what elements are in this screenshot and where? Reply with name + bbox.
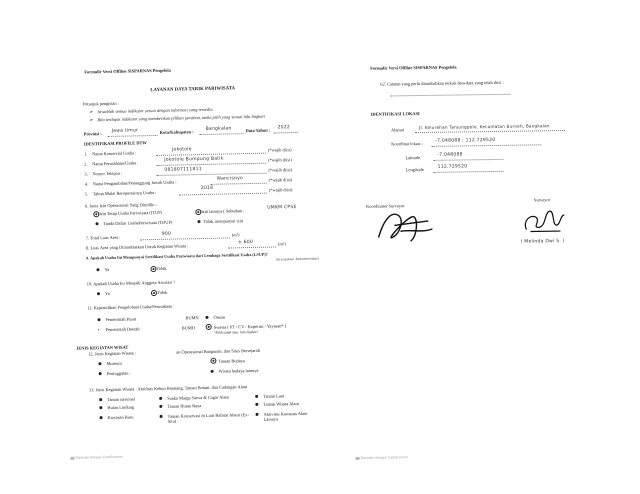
- ownership-bumn: BUMN: [185, 315, 199, 321]
- activity-museum: Museum: [106, 360, 122, 367]
- question-8: 8. Luas Area yang Dimanfaatkan Untuk Kegiatan Wisata :: [85, 243, 189, 251]
- scanner-watermark: [356, 455, 409, 460]
- surveyor-signature: [516, 203, 572, 240]
- bullet: [255, 395, 258, 398]
- question-13: 13. Jenis Kegiatan Wisata : Aktifitas Kebun Binatang, Taman Botani, dan Cadangan Alam: [88, 384, 248, 393]
- arrow-icon: ➢: [89, 110, 94, 116]
- scanner-watermark-text: Dipindai dengan CamScanner: [75, 454, 123, 460]
- permit-itup-label: Izin Tetap Usaha Pariwisata (ITUP): [99, 209, 163, 217]
- bullet: [95, 222, 98, 225]
- bullet: [256, 413, 259, 416]
- field-line: [157, 173, 267, 176]
- field-no: 2.: [84, 161, 88, 167]
- regency-value: Bangkalan: [205, 126, 232, 132]
- nature-hunting-area: Kawasan Buru: [107, 414, 134, 421]
- field-value-phone: 081807111811: [164, 167, 202, 173]
- required-note: (*wajib diisi): [268, 177, 293, 183]
- permit-none-label: Tidak mempunyai izin: [203, 218, 244, 224]
- scanner-watermark: [70, 455, 123, 460]
- q10-no: Tidak: [156, 289, 168, 295]
- bullet: [197, 220, 200, 223]
- activity-cultural-park-radio[interactable]: [210, 358, 216, 364]
- regency-label: Kota/Kabupaten :: [159, 129, 194, 135]
- field-line: [179, 193, 267, 196]
- bullet: [255, 403, 258, 406]
- scanner-watermark-text: Dipindai dengan CamScanner: [360, 455, 409, 460]
- question-62: 62. Catatan yang perlu ditambahkan terkait data-data yang telah diisi :: [380, 79, 504, 87]
- nature-ex-situ: Taman Konservasi di Luar Habitat Alami (Ex-Situ): [167, 412, 249, 424]
- required-note: (*wajib diisi): [268, 187, 293, 193]
- field-value-start-year: 2018: [200, 185, 214, 192]
- address-line: [415, 130, 565, 133]
- form-page-right: [350, 53, 594, 466]
- bullet: [159, 397, 162, 400]
- section-kegiatan: JENIS KEGIATAN WISAT: [76, 344, 129, 351]
- required-note: (*wajib diisi): [268, 167, 293, 173]
- used-area-value: ± 600: [237, 239, 254, 246]
- bullet: [96, 268, 99, 271]
- permit-tdup-label: Tanda Daftar UsahaPariwisata (TDUP): [103, 219, 173, 227]
- question-11: 11. Kepemilikan Pengelolaan Usaha/Perusahaan :: [87, 303, 175, 311]
- activity-heritage: Peninggalan :: [106, 370, 131, 377]
- ownership-regional-gov: Pemerintah Daerah: [105, 326, 140, 333]
- activity-cultural-park: Taman Budaya: [218, 358, 245, 364]
- bullet: [159, 405, 162, 408]
- field-no: 3.: [84, 171, 88, 177]
- bullet: [97, 292, 100, 295]
- longitude-value: 112.729520: [437, 164, 468, 170]
- question-9-note: Sesuaikan Rekomendasi: [276, 256, 320, 262]
- activity-other-culture: Wisata budaya lainnya: [218, 367, 259, 374]
- question-12-tail: an Operasional Bangunan, dan Situs Bersejarah: [176, 347, 260, 355]
- section-location: IDENTIFIKASI LOKASI: [370, 111, 420, 117]
- q10-yes: Ya: [104, 290, 110, 297]
- coord-line: [431, 144, 541, 147]
- instructions-title: Petunjuk pengisian :: [82, 100, 119, 107]
- nature-wildlife-reserve: Suaka Marga Satwa & Cagar Alam: [167, 394, 229, 401]
- coordinator-signature: [370, 207, 441, 248]
- bullet: [160, 415, 163, 418]
- nature-protected-forest: Hutan Lindung: [107, 404, 135, 411]
- nature-tourism-park: Taman Wisata Alam: [263, 401, 299, 407]
- field-value-commercial-name: Jokotole: [171, 147, 192, 153]
- nature-other: Aktivitas Kawasan Alam Lainnya: [263, 410, 308, 422]
- bullet: [100, 416, 103, 419]
- nature-forest-park: Taman Hutan Raya: [167, 403, 202, 409]
- field-label-phone: Nomor Telepon :: [92, 170, 123, 177]
- ownership-private-radio[interactable]: [206, 324, 212, 330]
- bullet: •: [97, 327, 100, 333]
- field-line: [228, 246, 276, 248]
- form-page-left: [58, 50, 335, 466]
- surveyor-name: ( Melinda Dwi S. ): [520, 239, 565, 245]
- field-label-start-year: Tahun Mulai Beroperasinya Usaha :: [92, 189, 157, 197]
- latitude-label: Latitude: [405, 155, 421, 161]
- bullet: [99, 372, 102, 375]
- surveyor-label: Surveyor: [533, 197, 551, 203]
- field-no: 1.: [84, 151, 88, 157]
- q9-yes: Ya: [104, 266, 110, 273]
- ownership-central-gov: Pemerintah Pusat: [105, 316, 137, 323]
- page-title: LAYANAN DAYA TARIK PARIWISATA: [150, 86, 236, 94]
- regency-line: [200, 133, 244, 135]
- coord-label: Koordinat lokasi :: [391, 140, 423, 147]
- camscanner-icon: [70, 456, 74, 459]
- latitude-line: [433, 159, 503, 161]
- latitude-value: -7.048088: [437, 152, 463, 158]
- year-line: [274, 132, 298, 134]
- coord-value: -7.048088 ; 112.729520: [435, 137, 496, 144]
- province-line: [108, 135, 158, 137]
- bullet: [205, 316, 208, 319]
- field-label-manager: Nama Pengambilan/Penanggung Jawab Usaha :: [92, 179, 177, 187]
- camscanner-icon: [356, 456, 360, 459]
- field-value-manager: Wancisnyo: [216, 176, 244, 182]
- longitude-label: Longitude: [405, 166, 424, 173]
- question-9: 9. Apakah Usaha Ini Mempunyai Sertifikasi Usaha Pariwisata dari Lembaga Sertifikasi Usaha (LSUP)?: [86, 251, 268, 261]
- province-value: Jawa timur: [111, 128, 139, 134]
- field-line: [140, 237, 230, 240]
- address-label: Alamat: [391, 127, 405, 133]
- nature-national-park: Taman nasional: [107, 396, 135, 403]
- nature-marine-park: Taman Laut: [263, 393, 285, 399]
- ownership-private: Swasta ( PT / CV / Koperasi / Yayasan* ): [213, 323, 287, 330]
- notes-line: [391, 94, 511, 97]
- longitude-line: [434, 171, 504, 173]
- required-note: (*wajib diisi): [267, 147, 292, 153]
- q9-no: Tidak: [156, 265, 167, 271]
- used-area-unit: (m²): [277, 241, 286, 247]
- instruction-1: Jawablah semua indikator sesuai dengan informasi yang tersedia: [97, 106, 213, 115]
- ownership-ormas: Ormas: [213, 314, 226, 320]
- ownership-note: *Pilih salah satu, lalu lingkari: [213, 329, 258, 335]
- field-no: 5.: [84, 191, 89, 197]
- total-area-value: 900: [161, 231, 172, 237]
- question-7: 7. Total Luas Area :: [85, 234, 121, 241]
- bullet: [98, 318, 101, 321]
- arrow-icon: ➢: [89, 118, 94, 124]
- field-line: [211, 183, 267, 185]
- bullet: [99, 406, 102, 409]
- year-value: 2022: [277, 125, 291, 131]
- question-10: 10. Apakah Usaha Ini Menjadi Anggota Asosiasi ?: [86, 279, 176, 287]
- question-6: 6. Jenis Izin Operasional Yang Dimiliki :: [85, 201, 157, 209]
- section-profile: IDENTIFIKASI PROFILE DTW: [83, 140, 147, 147]
- form-header: Formulir Versi Offline SISPARNAS Pengelola: [84, 67, 171, 75]
- province-label: Provinsi :: [83, 131, 102, 137]
- field-line: [156, 153, 266, 156]
- field-label-company-name: Nama Perusahaan/Usaha :: [92, 160, 139, 167]
- bullet: [98, 362, 101, 365]
- year-label: Data Tahun :: [245, 127, 271, 134]
- required-note: (*wajib diisi): [268, 157, 292, 163]
- permit-other-label: Izin lainnya ( Sebutkan :: [201, 208, 245, 215]
- total-area-unit: (m²): [231, 232, 240, 238]
- field-no: 4.: [84, 181, 89, 187]
- coordinator-label: Koordinator Surveyor: [366, 203, 405, 209]
- bullet: [99, 398, 102, 401]
- field-line: [156, 163, 266, 166]
- ownership-bumd: BUMD: [181, 325, 195, 331]
- question-12: 12. Jenis Kegiatan Wisata :: [88, 350, 136, 357]
- form-header: Formulir Versi Offline SISPARNAS Pengelola: [370, 64, 457, 71]
- address-value: Jl. Kelurahan Tanjungpolo, Kecamatan Burneh, Bangkalan: [418, 123, 550, 131]
- bullet: [211, 370, 214, 373]
- permit-other-value: UMKM CPSE: [267, 205, 297, 211]
- instruction-2: Bila terdapat indikator yang memberikan pilihan jawaban, maka pilih yang sesuai lalu lingkari: [97, 113, 266, 123]
- field-value-company-name: Jokotole Bumpung Batik: [164, 156, 224, 163]
- field-label-commercial-name: Nama Komersial Usaha :: [92, 150, 137, 157]
